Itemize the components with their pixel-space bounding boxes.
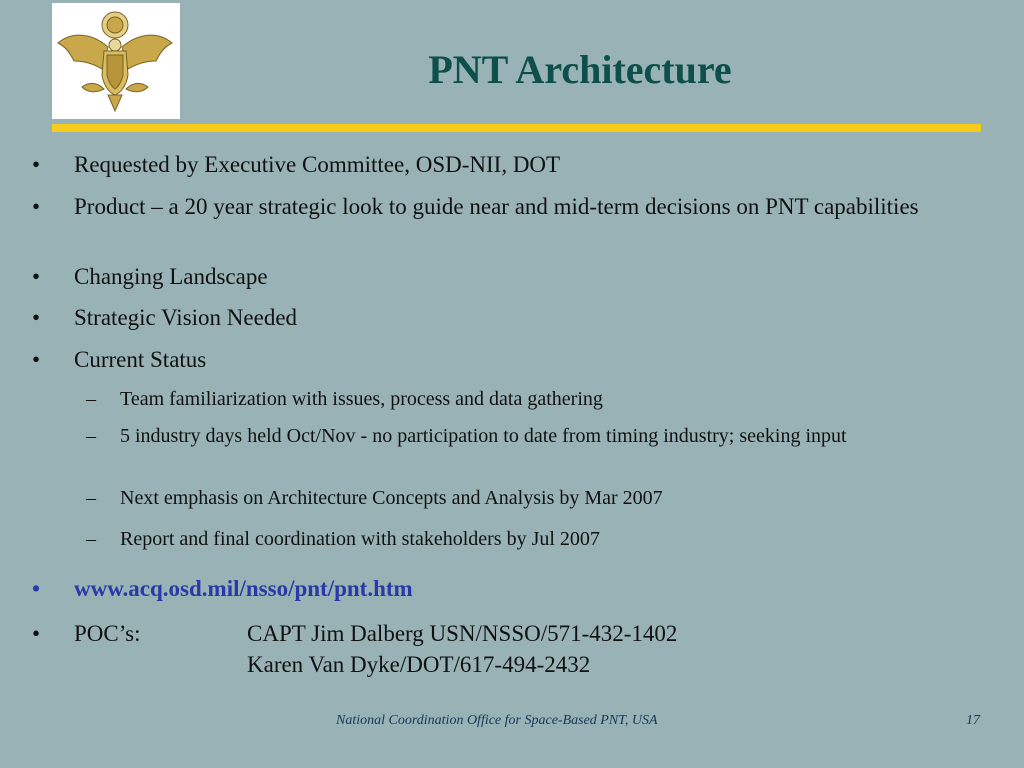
slide-title: PNT Architecture bbox=[428, 47, 732, 92]
poc-label: POC’s: bbox=[74, 621, 141, 646]
sub-bullet-text: Report and final coordination with stakeholders by Jul 2007 bbox=[120, 528, 600, 550]
bullet-marker: • bbox=[32, 576, 41, 601]
bullet-text: Strategic Vision Needed bbox=[74, 305, 298, 330]
bullet-text: Current Status bbox=[74, 347, 207, 372]
poc-bullet-item bbox=[32, 619, 992, 681]
slide-number: 17 bbox=[966, 713, 980, 728]
website-link[interactable]: www.acq.osd.mil/nsso/pnt/pnt.htm bbox=[74, 576, 413, 601]
poc-contact-1: CAPT Jim Dalberg USN/NSSO/571-432-1402 bbox=[247, 621, 678, 646]
poc-contact-2: Karen Van Dyke/DOT/617-494-2432 bbox=[247, 652, 591, 677]
bullet-marker: • bbox=[32, 152, 41, 177]
sub-bullet-marker: – bbox=[86, 528, 96, 550]
poc-block bbox=[74, 619, 984, 681]
sub-bullet-text: Team familiarization with issues, process and data gathering bbox=[120, 388, 603, 410]
bullet-marker: • bbox=[32, 264, 41, 289]
sub-bullet-text: Next emphasis on Architecture Concepts and Analysis by Mar 2007 bbox=[120, 487, 663, 509]
seal-logo bbox=[52, 3, 180, 119]
footer-office-name: National Coordination Office for Space-Based PNT, USA bbox=[336, 713, 658, 728]
sub-bullet-marker: – bbox=[86, 388, 96, 410]
bullet-text: Product – a 20 year strategic look to guide near and mid-term decisions on PNT capabilities bbox=[74, 194, 919, 219]
bullet-marker: • bbox=[32, 194, 41, 219]
sub-bullet-marker: – bbox=[86, 425, 96, 447]
great-seal-eagle-icon bbox=[52, 3, 180, 119]
sub-bullet-text: 5 industry days held Oct/Nov - no participation to date from timing industry; seeking input bbox=[120, 425, 847, 447]
sub-bullet-marker: – bbox=[86, 487, 96, 509]
bullet-marker: • bbox=[32, 621, 41, 646]
title-underline-rule bbox=[52, 124, 981, 132]
bullet-marker: • bbox=[32, 305, 41, 330]
bullet-text: Changing Landscape bbox=[74, 264, 268, 289]
bullet-text: Requested by Executive Committee, OSD-NII, DOT bbox=[74, 152, 561, 177]
bullet-marker: • bbox=[32, 347, 41, 372]
